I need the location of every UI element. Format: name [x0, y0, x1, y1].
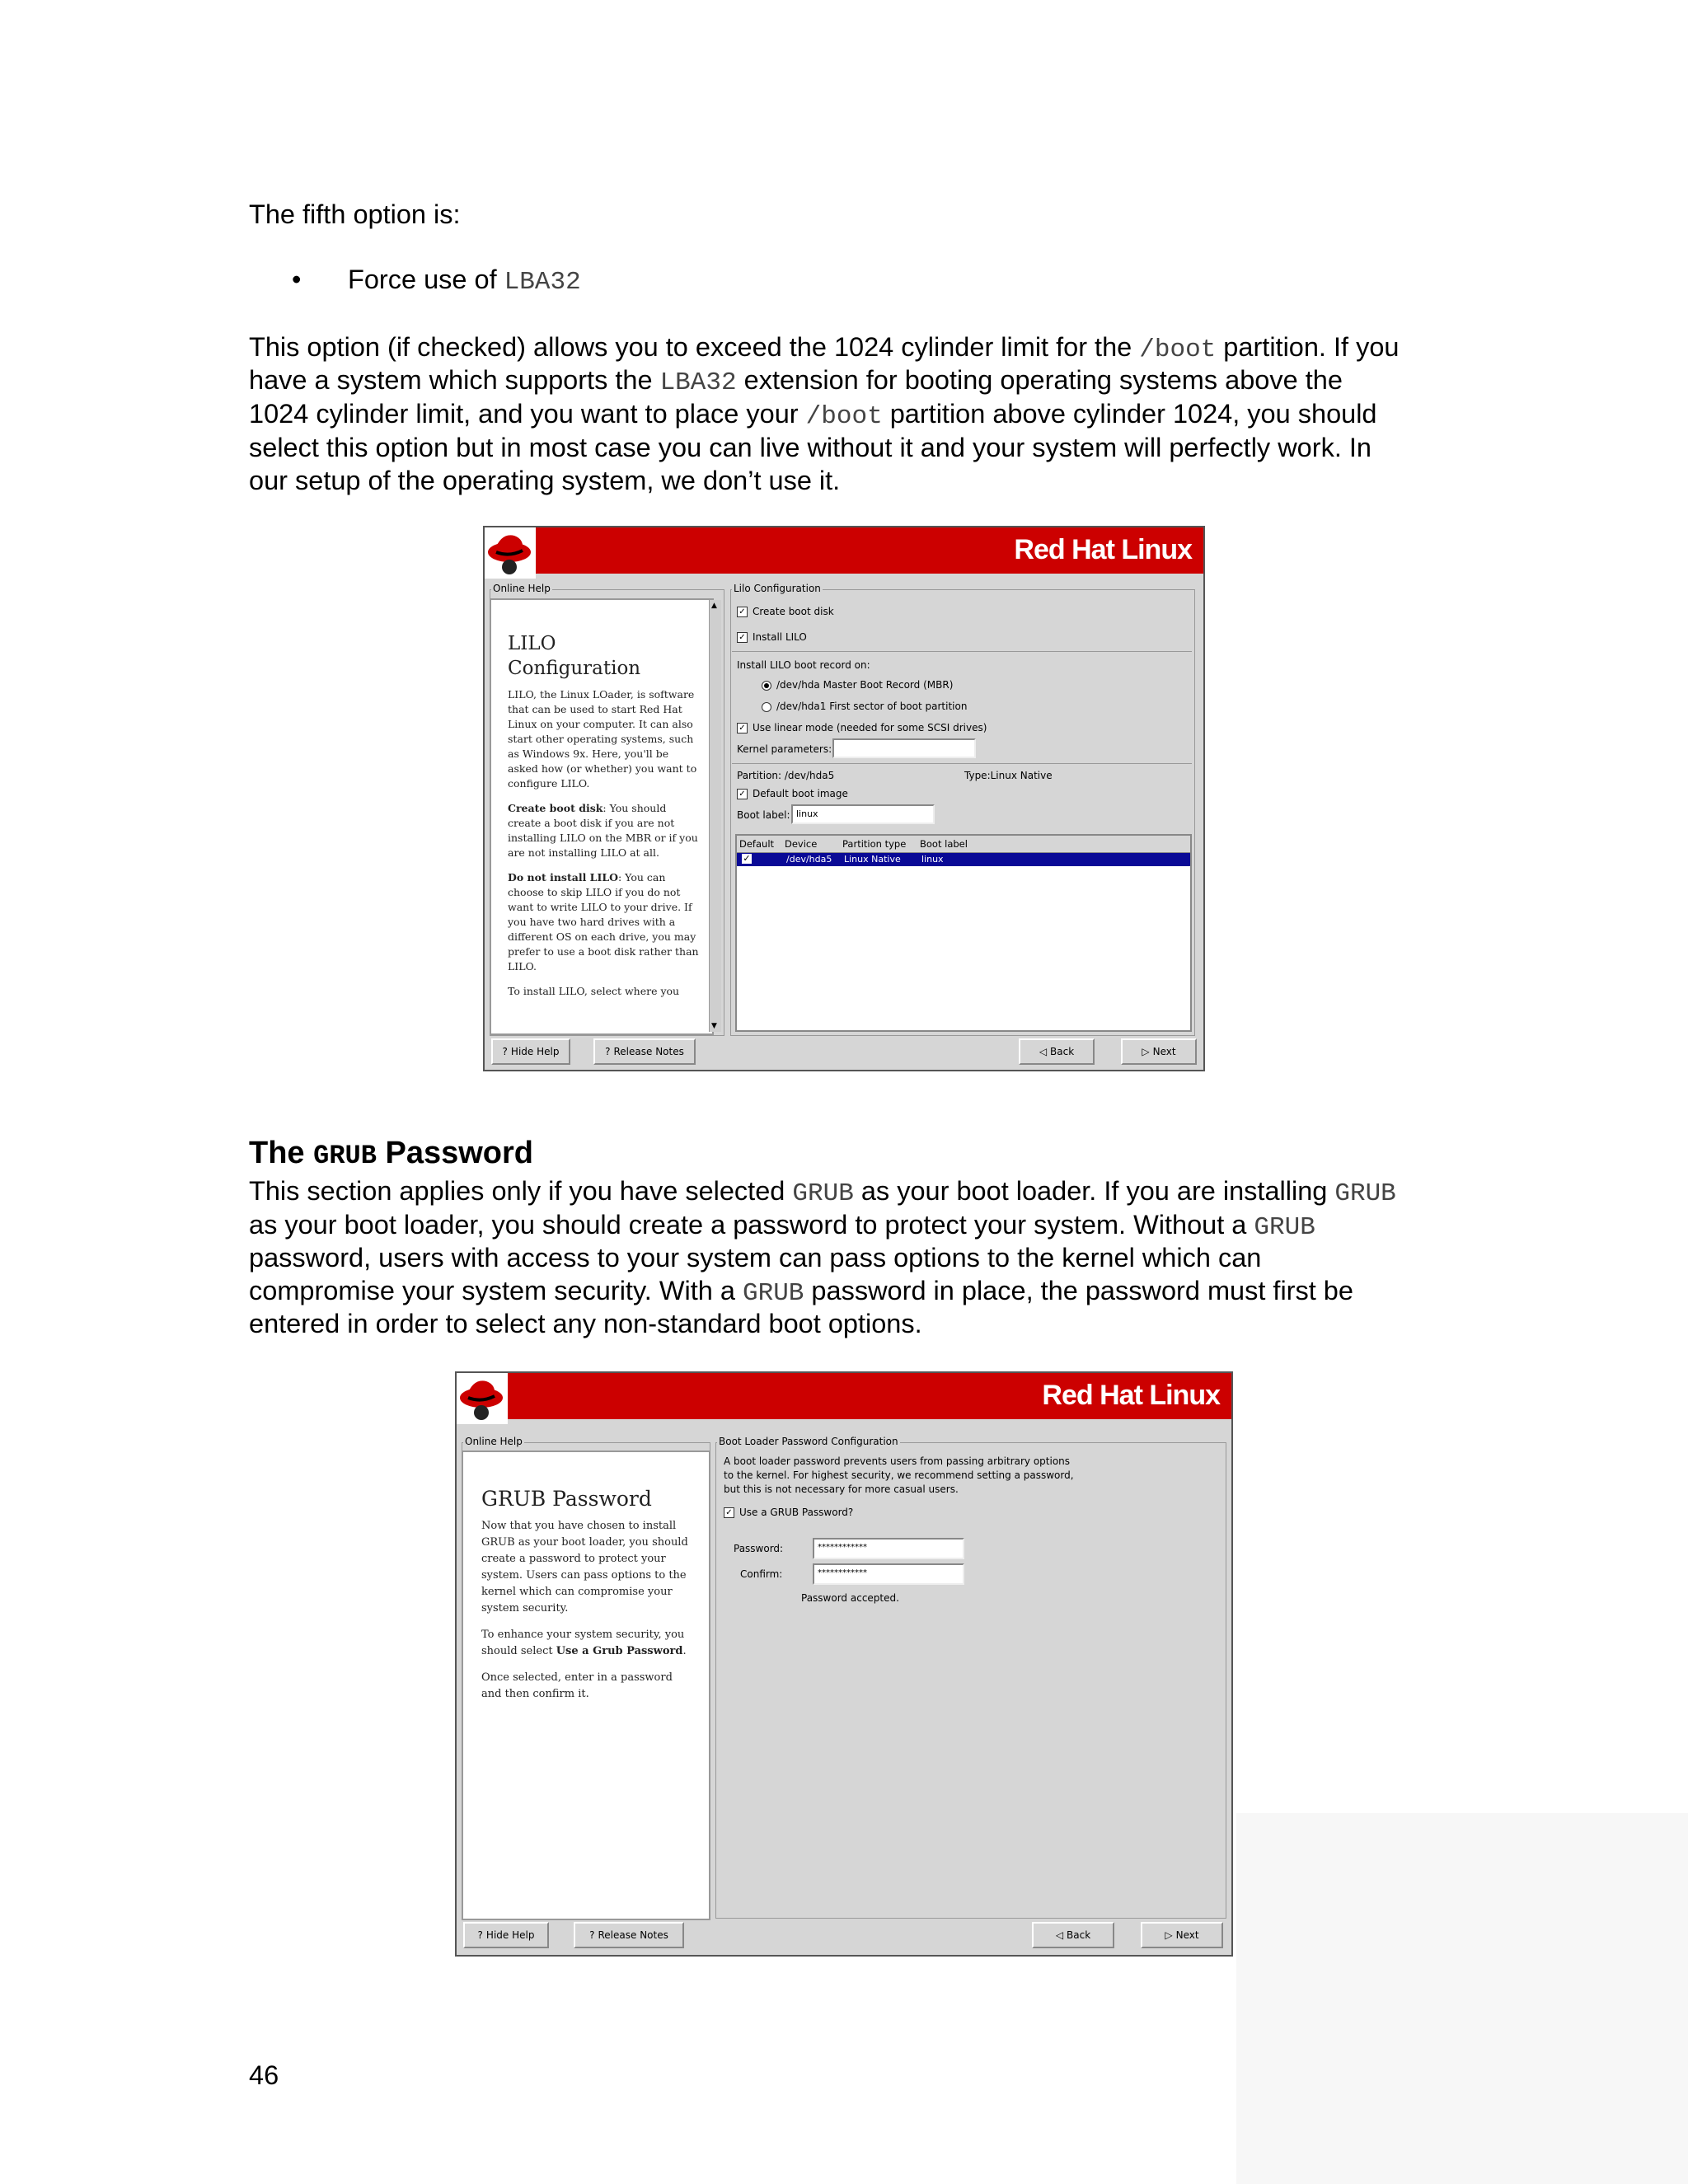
page-number: 46 — [249, 2060, 279, 2090]
back-button[interactable]: ◁ Back — [1032, 1922, 1114, 1948]
help-icon: ? — [605, 1046, 611, 1057]
help-title: LILO Configuration — [508, 633, 641, 679]
password-status: Password accepted. — [801, 1592, 899, 1604]
help-icon: ? — [477, 1929, 483, 1941]
table-header — [737, 836, 1190, 853]
description-line: but this is not necessary for more casual users. — [724, 1483, 959, 1495]
online-help-label: Online Help — [465, 1436, 523, 1447]
back-arrow-icon: ◁ — [1055, 1929, 1064, 1941]
linear-mode-checkbox[interactable]: ✓ Use linear mode (needed for some SCSI drives) — [737, 722, 987, 733]
banner-title: Red Hat Linux — [1014, 534, 1192, 565]
default-image-checkbox[interactable]: ✓ Default boot image — [737, 788, 848, 799]
back-button[interactable]: ◁ Back — [1019, 1038, 1095, 1065]
scroll-down-icon[interactable]: ▼ — [711, 1022, 717, 1030]
section-heading: The GRUB Password — [249, 1136, 534, 1171]
kernel-params-input[interactable] — [832, 738, 976, 758]
lilo-screenshot — [483, 526, 1205, 1071]
release-notes-button[interactable]: ? Release Notes — [574, 1922, 684, 1948]
next-arrow-icon: ▷ — [1142, 1046, 1150, 1057]
boot-label-label: Boot label: — [737, 809, 790, 821]
banner — [457, 1373, 1231, 1419]
password-config-label: Boot Loader Password Configuration — [719, 1436, 898, 1447]
back-arrow-icon: ◁ — [1039, 1046, 1048, 1057]
help-icon: ? — [502, 1046, 508, 1057]
help-title: GRUB Password — [481, 1487, 652, 1511]
confirm-label: Confirm: — [740, 1568, 783, 1580]
partition-label: Partition: /dev/hda5 — [737, 770, 835, 781]
hda1-radio[interactable]: /dev/hda1 First sector of boot partition — [762, 701, 967, 712]
password-input[interactable]: ************ — [813, 1538, 964, 1559]
description-line: A boot loader password prevents users from passing arbitrary options — [724, 1455, 1071, 1467]
use-grub-password-checkbox[interactable]: ✓ Use a GRUB Password? — [724, 1507, 853, 1518]
bullet-dot: • — [292, 265, 302, 294]
boot-table — [735, 834, 1192, 1032]
col-device[interactable]: Device — [785, 838, 818, 850]
col-partition-type[interactable]: Partition type — [842, 838, 907, 850]
redhat-logo-icon — [485, 527, 536, 579]
bullet-text: Force use of LBA32 — [348, 265, 581, 297]
table-row[interactable]: ✓ /dev/hda5 Linux Native linux — [737, 853, 1190, 866]
online-help-label: Online Help — [493, 583, 551, 594]
redhat-logo-icon — [457, 1373, 508, 1424]
hide-help-button[interactable]: ? Hide Help — [491, 1038, 570, 1065]
mbr-radio[interactable]: /dev/hda Master Boot Record (MBR) — [762, 679, 953, 691]
help-icon: ? — [589, 1929, 595, 1941]
page-shade — [1236, 1813, 1688, 2184]
next-arrow-icon: ▷ — [1165, 1929, 1173, 1941]
col-default[interactable]: Default — [739, 838, 775, 850]
help-scrollbar[interactable] — [709, 600, 721, 1032]
banner — [485, 527, 1203, 574]
install-on-label: Install LILO boot record on: — [737, 659, 870, 671]
col-boot-label[interactable]: Boot label — [920, 838, 968, 850]
next-button[interactable]: ▷ Next — [1141, 1922, 1223, 1948]
lilo-config-label: Lilo Configuration — [734, 583, 821, 594]
intro-text: The fifth option is: — [249, 199, 461, 229]
next-button[interactable]: ▷ Next — [1121, 1038, 1197, 1065]
hide-help-button[interactable]: ? Hide Help — [463, 1922, 549, 1948]
confirm-input[interactable]: ************ — [813, 1563, 964, 1585]
create-boot-disk-checkbox[interactable]: ✓ Create boot disk — [737, 606, 834, 617]
help-pane: GRUB Password Now that you have chosen to install GRUB as your boot loader, you should create a password to protect your system. Users can pass options to the kernel which can compromise your system security. To enhance your system security, you should select Use a Grub Password. Once selected, enter in a password and then confirm it. — [462, 1451, 710, 1920]
kernel-params-label: Kernel parameters: — [737, 743, 832, 755]
description-line: to the kernel. For highest security, we recommend setting a password, — [724, 1469, 1074, 1481]
row-default-check[interactable]: ✓ — [743, 853, 751, 864]
release-notes-button[interactable]: ? Release Notes — [593, 1038, 696, 1065]
boot-label-input[interactable]: linux — [791, 804, 935, 824]
install-lilo-checkbox[interactable]: ✓ Install LILO — [737, 631, 807, 643]
scroll-up-icon[interactable]: ▲ — [711, 602, 717, 610]
banner-title: Red Hat Linux — [1042, 1380, 1220, 1411]
grub-screenshot — [455, 1371, 1233, 1957]
password-label: Password: — [734, 1543, 784, 1554]
type-label: Type:Linux Native — [964, 770, 1053, 781]
help-pane: LILO Configuration LILO, the Linux LOader, is software that can be used to start Red Hat Linux on your computer. It can also start other operating systems, such as Windows 9x. Here, you'll be asked how (or whether) you want to configure LILO. Create boot disk: You should create a boot disk if you are not installing LILO on the MBR or if you are not installing LILO at all. Do not install LILO: You can choose to skip LILO if you do not want to write LILO to your drive. If you have two hard drives with a different OS on each drive, you may prefer to use a boot disk rather than LILO. To install LILO, select where you — [490, 598, 714, 1035]
